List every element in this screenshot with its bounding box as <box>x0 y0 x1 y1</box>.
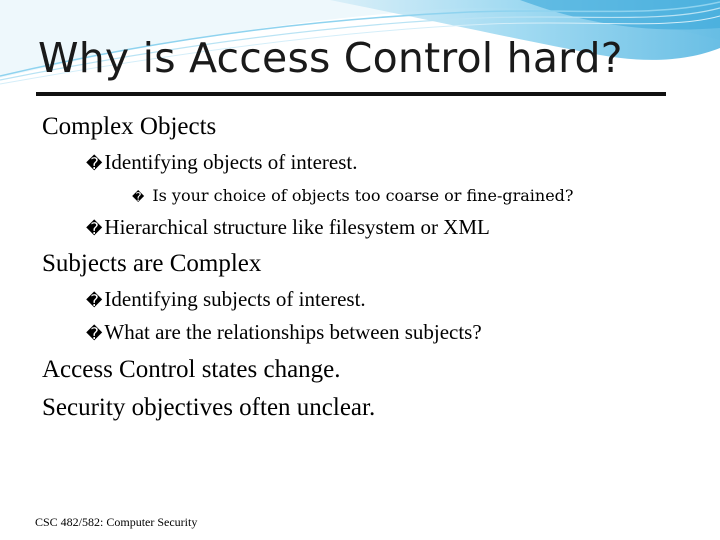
bullet-subjects-complex <box>42 250 261 278</box>
bullet-icon: � <box>86 324 103 343</box>
bullet-hierarchical <box>86 215 490 240</box>
bullet-complex-objects <box>42 113 216 141</box>
slide-title: Why is Access Control hard? <box>38 34 623 82</box>
bullet-text: Access Control states change. <box>42 356 341 383</box>
bullet-objectives-unclear <box>42 394 375 422</box>
bullet-icon: � <box>86 154 103 173</box>
bullet-icon: � <box>86 219 103 238</box>
slide-footer: CSC 482/582: Computer Security <box>35 515 198 529</box>
bullet-text: Identifying objects of interest. <box>104 150 358 174</box>
bullet-text: What are the relationships between subjects? <box>104 320 482 344</box>
bullet-identifying-objects <box>86 150 358 175</box>
bullet-icon: � <box>132 190 145 204</box>
title-underline <box>36 92 666 96</box>
bullet-relationships <box>86 320 482 345</box>
bullet-text: Security objectives often unclear. <box>42 394 376 421</box>
bullet-coarse-fine <box>132 186 574 205</box>
bullet-text: Hierarchical structure like filesystem or XML <box>104 215 490 239</box>
bullet-text: Is your choice of objects too coarse or fine-grained? <box>152 186 574 205</box>
bullet-icon: � <box>86 291 103 310</box>
bullet-identifying-subjects <box>86 287 366 312</box>
bullet-text: Complex Objects <box>42 113 217 140</box>
bullet-states-change <box>42 356 341 384</box>
bullet-text: Subjects are Complex <box>42 250 262 277</box>
bullet-text: Identifying subjects of interest. <box>104 287 366 311</box>
